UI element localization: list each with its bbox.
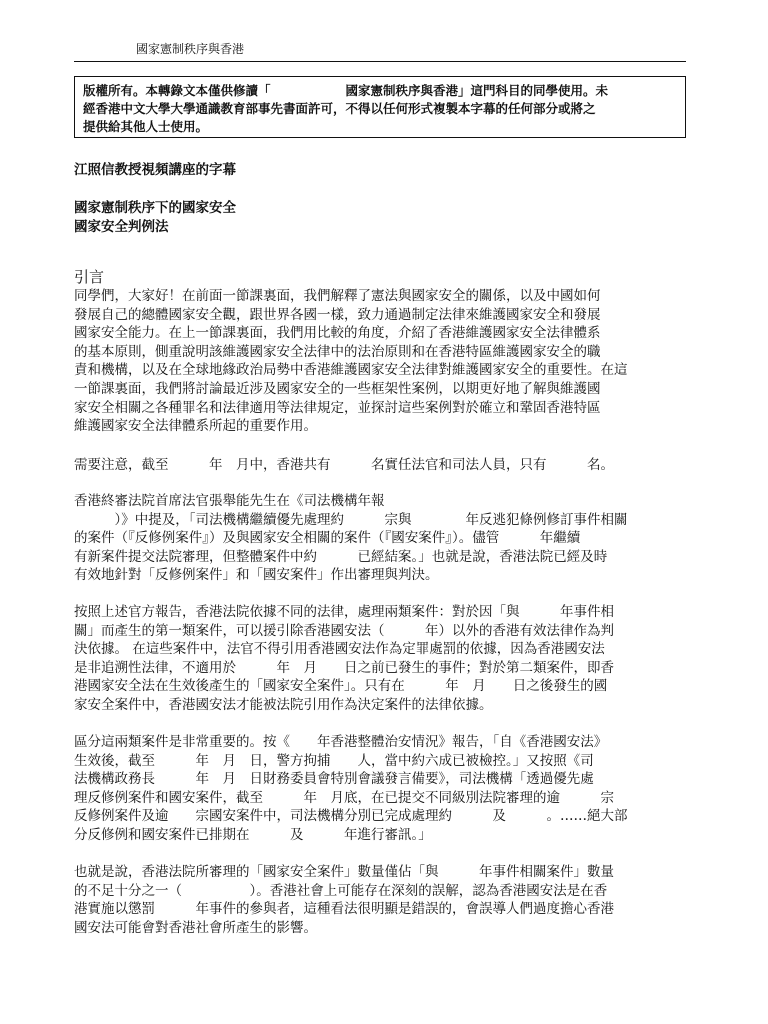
paragraph-line: 維護國家安全法律體系所起的重要作用。 [74, 418, 317, 435]
paragraph-intro [74, 287, 694, 436]
paragraph-line: 理反修例案件和國安案件，截至 年 月底，在已提交不同級別法院審理的逾 宗 [74, 789, 614, 806]
paragraph-line: 的不足十分之一（ ）。香港社會上可能存在深刻的誤解，認為香港國安法是在香 [74, 882, 608, 899]
notice-line: 版權所有。本轉錄文本僅供修讀「 國家憲制秩序與香港」這門科目的同學使用。未 [83, 83, 609, 98]
paragraph-line: 國家安全能力。在上一節課裏面，我們用比較的角度，介紹了香港維護國家安全法律體系 [74, 325, 601, 342]
running-header: 國家憲制秩序與香港 [136, 42, 245, 56]
paragraph-line: 同學們，大家好！在前面一節課裏面，我們解釋了憲法與國家安全的關係，以及中國如何 [74, 288, 601, 304]
paragraph-annual-report [74, 492, 694, 585]
paragraph-conclusion [74, 863, 694, 937]
paragraph-line: 家安全相關之各種罪名和法律適用等法律規定，並探討這些案例對於確立和鞏固香港特區 [74, 399, 601, 416]
paragraph-line: 的案件（『反修例案件』）及與國家安全相關的案件（『國安案件』）。儘管 年繼續 [74, 530, 581, 547]
notice-line: 經香港中文大學大學通識教育部事先書面許可，不得以任何形式複製本字幕的任何部分或將之 [83, 101, 596, 116]
paragraph-line: 需要注意，截至 年 月中，香港共有 名實任法官和司法人員，只有 名。 [74, 457, 614, 473]
paragraph-line: 家安全案件中，香港國安法才能被法院引用作為決定案件的法律依據。 [74, 696, 493, 713]
paragraph-line: 區分這兩類案件是非常重要的。按《 年香港整體治安情況》報告，「自《香港國安法》 [74, 734, 608, 750]
paragraph-distinction [74, 733, 694, 845]
paragraph-line: 反修例案件及逾 宗國安案件中，司法機構分別已完成處理約 及 。……絕大部 [74, 808, 628, 825]
paragraph-judges [74, 456, 694, 475]
paragraph-line: 發展自己的總體國家安全觀，跟世界各國一樣，致力通過制定法律來維護國家安全和發展 [74, 306, 601, 323]
paragraph-line: 是非追溯性法律，不適用於 年 月 日之前已發生的事件；對於第二類案件，即香 [74, 659, 614, 676]
paragraph-line: 關」而產生的第一類案件，可以援引除香港國安法（ 年）以外的香港有效法律作為判 [74, 622, 614, 639]
paragraph-line: 港國家安全法在生效後產生的「國家安全案件」。只有在 年 月 日之後發生的國 [74, 678, 608, 695]
paragraph-line: 生效後，截至 年 月 日，警方拘捕 人，當中約六成已被檢控。」又按照《司 [74, 752, 594, 769]
paragraph-line: 香港終審法院首席法官張舉能先生在《司法機構年報 [74, 493, 385, 509]
lecture-subtitle: 江照信教授視頻講座的字幕 [74, 162, 236, 178]
copyright-notice-box [74, 76, 686, 138]
paragraph-line: 國安法可能會對香港社會所產生的影響。 [74, 919, 317, 936]
paragraph-line: 港實施以懲罰 年事件的參與者，這種看法很明顯是錯誤的，會誤導人們過度擔心香港 [74, 901, 614, 918]
paragraph-line: ）》中提及，「司法機構繼續優先處理約 宗與 年反逃犯條例修訂事件相關 [74, 511, 628, 528]
paragraph-two-categories [74, 603, 694, 715]
paragraph-line: 責和機構，以及在全球地緣政治局勢中香港維護國家安全法律對維護國家安全的重要性。在這 [74, 362, 628, 379]
paragraph-line: 法機構政務長 年 月 日財務委員會特別會議發言備要》，司法機構「透過優先處 [74, 771, 594, 788]
paragraph-line: 分反修例和國安案件已排期在 及 年進行審訊。」 [74, 826, 432, 843]
paragraph-line: 有效地針對「反修例案件」和「國安案件」作出審理與判決。 [74, 567, 439, 584]
section-heading: 引言 [74, 268, 105, 286]
lecture-title: 國家憲制秩序下的國家安全 [74, 200, 236, 216]
header-rule [74, 61, 686, 62]
paragraph-line: 決依據。 在這些案件中，法官不得引用香港國安法作為定罪處罰的依據，因為香港國安法 [74, 641, 605, 658]
paragraph-line: 一節課裏面，我們將討論最近涉及國家安全的一些框架性案例，以期更好地了解與維護國 [74, 380, 601, 397]
paragraph-line: 按照上述官方報告，香港法院依據不同的法律，處理兩類案件：對於因「與 年事件相 [74, 604, 614, 620]
paragraph-line: 的基本原則，側重說明該維護國家安全法律中的法治原則和在香港特區維護國家安全的職 [74, 343, 601, 360]
paragraph-line: 也就是說，香港法院所審理的「國家安全案件」數量僅佔「與 年事件相關案件」數量 [74, 864, 614, 880]
lecture-topic: 國家安全判例法 [74, 219, 169, 235]
notice-line: 提供給其他人士使用。 [83, 119, 209, 134]
paragraph-line: 有新案件提交法院審理，但整體案件中約 已經結案。」也就是說，香港法院已經及時 [74, 548, 608, 565]
